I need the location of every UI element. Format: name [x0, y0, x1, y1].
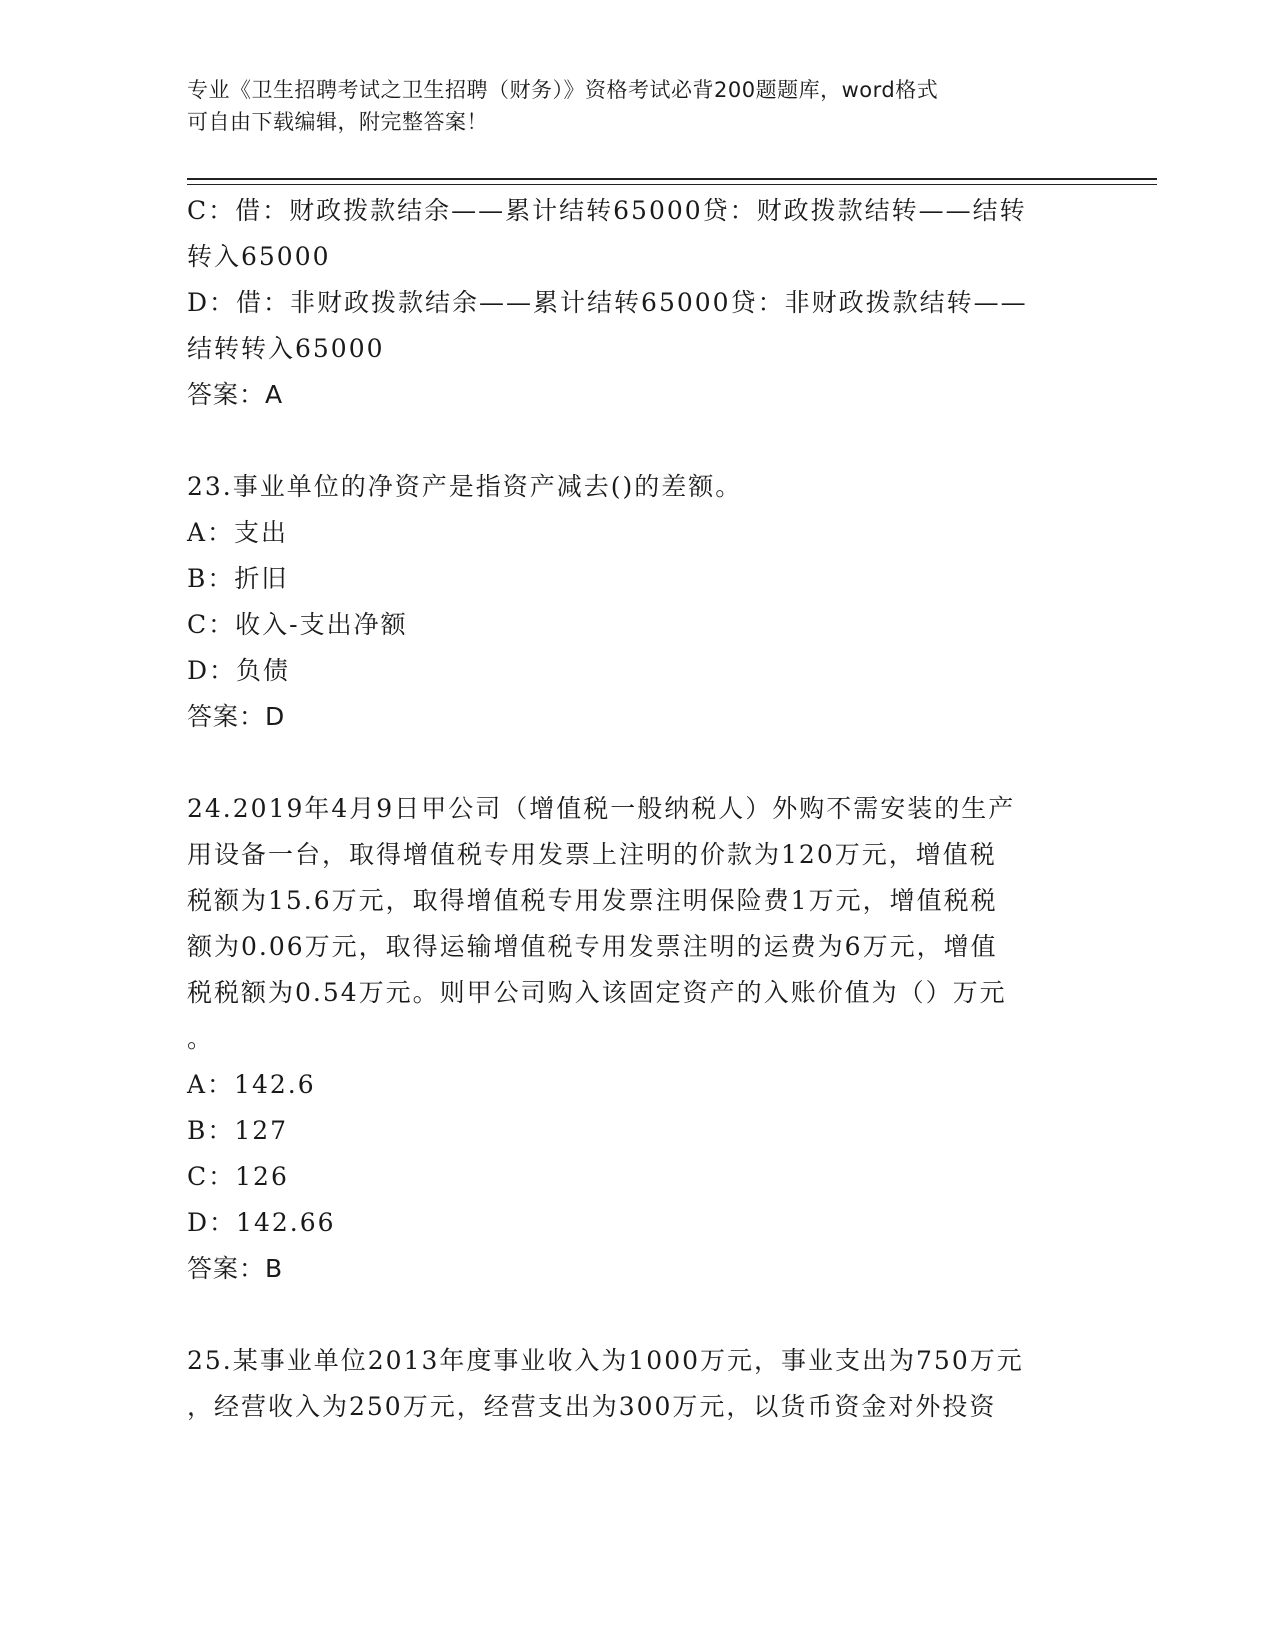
header-title-line-2: 可自由下载编辑，附完整答案！	[187, 110, 488, 134]
answer: 答案：D	[187, 702, 286, 731]
question-25	[187, 1338, 1082, 1430]
option-d: D：负债	[187, 656, 291, 685]
question-stem-line-2: ，经营收入为250万元，经营支出为300万元，以货币资金对外投资	[187, 1392, 997, 1421]
option-d-line-2: 结转转入65000	[187, 334, 385, 363]
option-c: C：126	[187, 1162, 289, 1191]
document-body	[187, 188, 1082, 1430]
header-divider-thin	[187, 184, 1157, 185]
option-a: A：支出	[187, 518, 289, 547]
question-23	[187, 464, 1082, 740]
option-d: D：142.66	[187, 1208, 336, 1237]
question-stem-line-4: 额为0.06万元，取得运输增值税专用发票注明的运费为6万元，增值	[187, 932, 998, 961]
header-title-line-1: 专业《卫生招聘考试之卫生招聘（财务）》资格考试必背200题题库，word格式	[187, 78, 939, 102]
spacer	[187, 418, 1082, 464]
spacer	[187, 740, 1082, 786]
option-c-line-1: C：借：财政拨款结余——累计结转65000贷：财政拨款结转——结转	[187, 196, 1027, 225]
answer: 答案：B	[187, 1254, 284, 1283]
option-d-line-1: D：借：非财政拨款结余——累计结转65000贷：非财政拨款结转——	[187, 288, 1028, 317]
option-b: B：折旧	[187, 564, 289, 593]
option-c: C：收入-支出净额	[187, 610, 408, 639]
option-b: B：127	[187, 1116, 289, 1145]
question-22-tail	[187, 188, 1082, 418]
question-stem-line-1: 25.某事业单位2013年度事业收入为1000万元，事业支出为750万元	[187, 1346, 1024, 1375]
question-stem-line-5: 税税额为0.54万元。则甲公司购入该固定资产的入账价值为（）万元	[187, 978, 1007, 1007]
answer: 答案：A	[187, 380, 284, 409]
question-stem-line-3: 税额为15.6万元，取得增值税专用发票注明保险费1万元，增值税税	[187, 886, 998, 915]
question-stem-line-1: 24.2019年4月9日甲公司（增值税一般纳税人）外购不需安装的生产	[187, 794, 1016, 823]
question-stem: 23.事业单位的净资产是指资产减去()的差额。	[187, 472, 743, 501]
question-24	[187, 786, 1082, 1292]
option-a: A：142.6	[187, 1070, 316, 1099]
document-header	[187, 74, 1067, 138]
option-c-line-2: 转入65000	[187, 242, 331, 271]
header-divider-thick	[187, 178, 1157, 180]
spacer	[187, 1292, 1082, 1338]
question-stem-line-6: 。	[187, 1024, 215, 1053]
question-stem-line-2: 用设备一台，取得增值税专用发票上注明的价款为120万元，增值税	[187, 840, 997, 869]
